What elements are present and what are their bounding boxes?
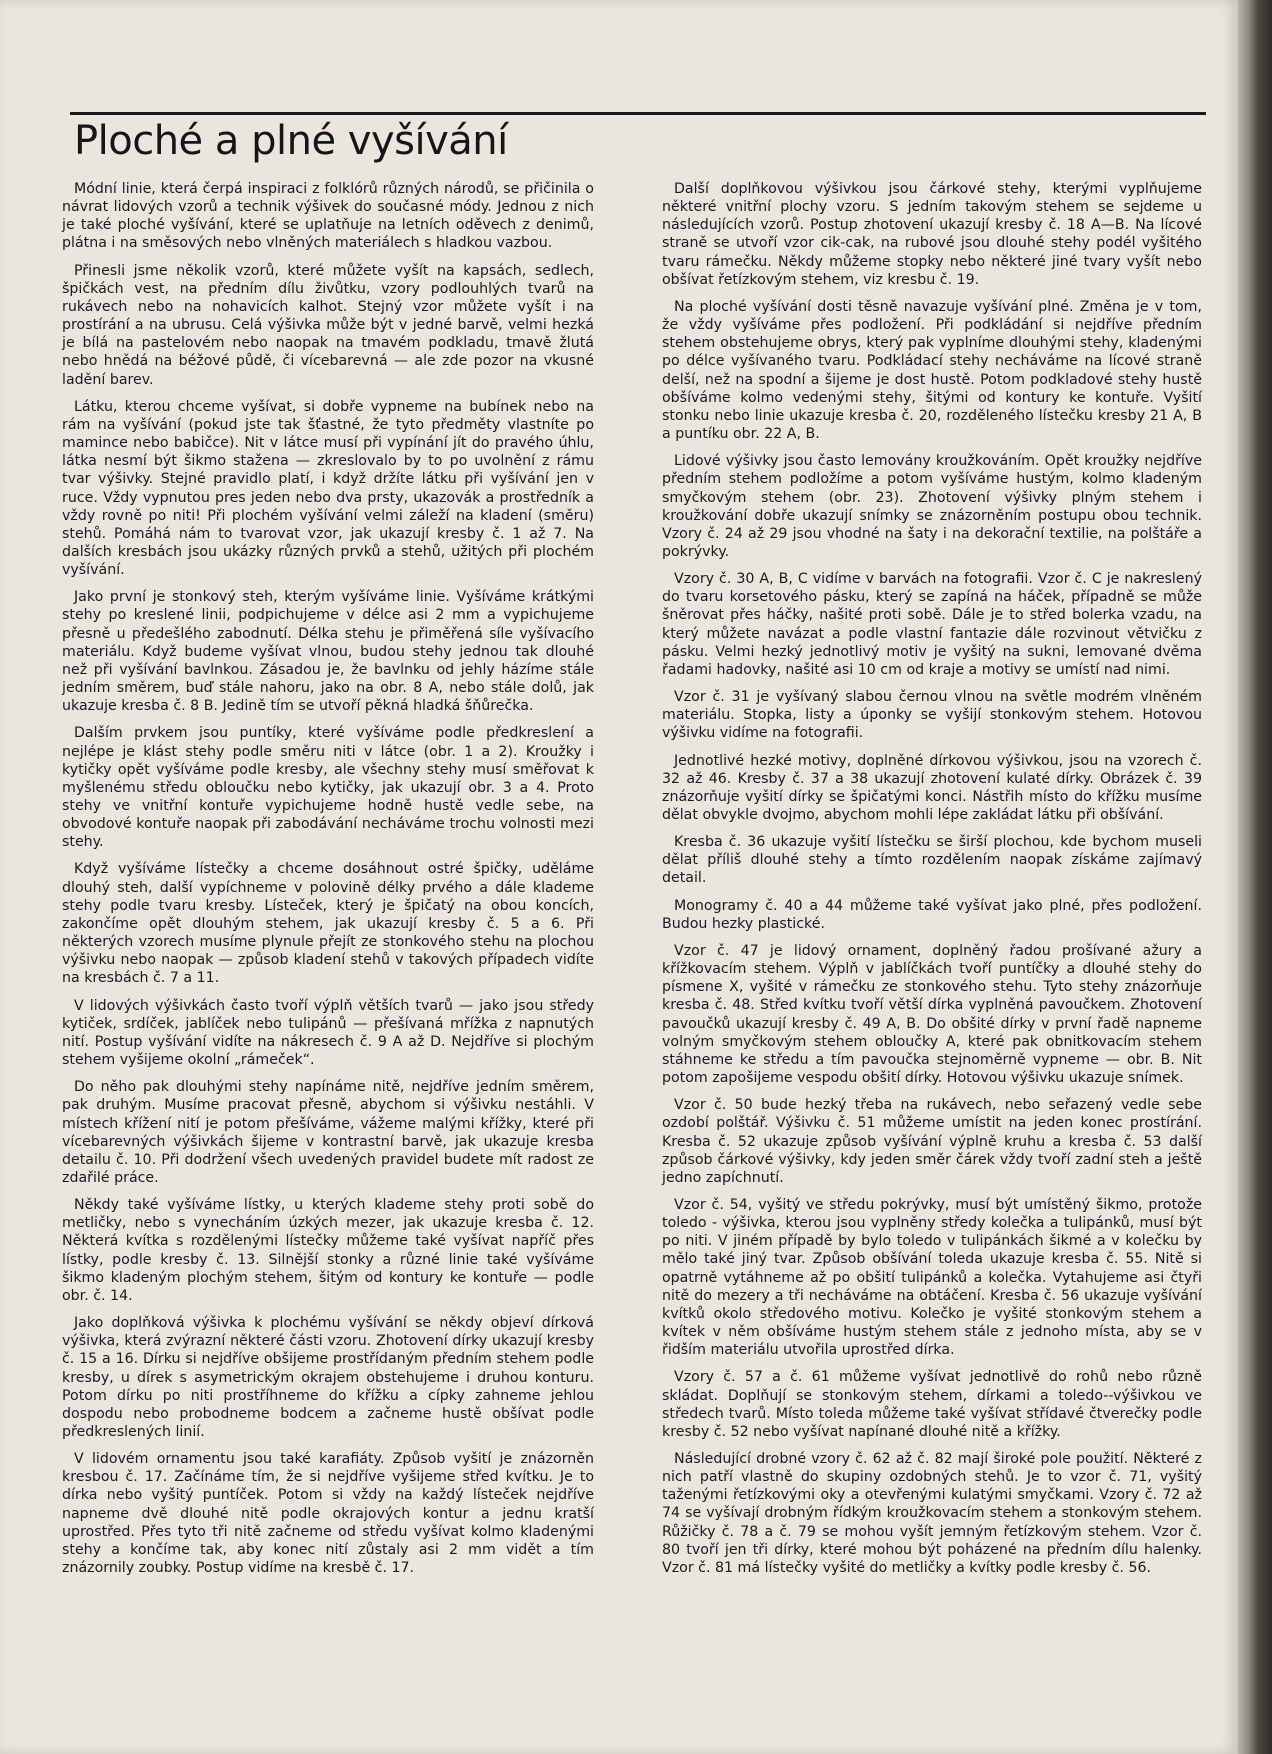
right-column	[662, 180, 1202, 1586]
paragraph: Vzor č. 54, vyšitý ve středu pokrývky, musí být umístěný šikmo, protože toledo - výšivka, kterou jsou vyplněny středy kolečka a tulipánků, musí být po niti. V jiném případě by bylo toledo v tulipánkách šikmé a v kolečku by mělo také jiný tvar. Způsob obšívání toleda ukazuje kresba č. 55. Nitě si opatrně vytáhneme až po obšití tulipánků a kolečka. Vytahujeme asi čtyři nitě do mezery a tři necháváme na obtáčení. Kresba č. 56 ukazuje vyšívání kvítků okolo středového motivu. Kolečko je vyšité stonkovým stehem a kvítek v něm obšíváme hustým stehem stále z jednoho místa, aby se v řidším materiálu utvořila uprostřed dírka.	[662, 1196, 1202, 1359]
paragraph: Další doplňkovou výšivkou jsou čárkové stehy, kterými vyplňujeme některé vnitřní plochy vzoru. S jedním takovým stehem se sejdeme u následujících vzorů. Postup zhotovení ukazují kresby č. 18 A—B. Na lícové straně se utvoří vzor cik-cak, na rubové jsou dlouhé stehy podél vyšitého tvaru rámečku. Někdy můžeme stopky nebo některé jiné tvary vyšít nebo obšívat řetízkovým stehem, viz kresbu č. 19.	[662, 181, 1202, 288]
paragraph: Monogramy č. 40 a 44 můžeme také vyšívat jako plné, přes podložení. Budou hezky plastické.	[662, 897, 1202, 932]
paragraph: Někdy také vyšíváme lístky, u kterých klademe stehy proti sobě do metličky, nebo s vynecháním úzkých mezer, jak ukazuje kresba č. 12. Některá kvítka s rozdělenými lístečky můžeme také vyšívat napříč přes lístky, podle kresby č. 13. Silnější stonky a různé linie také vyšíváme šikmo kladeným plochým stehem, šitým od kontury ke kontuře — podle obr. č. 14.	[62, 1197, 594, 1304]
article-title: Ploché a plné vyšívání	[74, 118, 508, 164]
paragraph: Vzory č. 57 a č. 61 můžeme vyšívat jednotlivě do rohů nebo různě skládat. Doplňují se stonkovým stehem, dírkami a toledo--výšivkou ve středech tvarů. Místo toleda můžeme také vyšívat střídavé čtverečky podle kresby č. 52 nebo vyšívat napínané dlouhé nitě a křížky.	[662, 1369, 1202, 1440]
paragraph: Následující drobné vzory č. 62 až č. 82 mají široké pole použití. Některé z nich patří vlastně do skupiny ozdobných stehů. Je to vzor č. 71, vyšitý taženými řetízkovými oky a otevřenými kulatými smyčkami. Vzory č. 72 až 74 se vyšívají drobným řídkým kroužkovacím stehem a stonkovým stehem. Růžičky č. 78 a č. 79 se mohou vyšít jemným řetízkovým stehem. Vzor č. 80 tvoří jen tři dírky, které mohou být poházené na předním dílu halenky. Vzor č. 81 má lístečky vyšité do metličky a kvítky podle kresby č. 56.	[662, 1451, 1202, 1576]
paragraph: V lidovém ornamentu jsou také karafiáty. Způsob vyšití je znázorněn kresbou č. 17. Začínáme tím, že si nejdříve vyšijeme střed kvítku. Je to dírka nebo vyšitý puntíček. Potom si vždy na každý lísteček nejdříve napneme dvě dlouhé nitě podle okrajových kontur a jednu kratší uprostřed. Přes tyto tři nitě začneme od středu vyšívat kolmo kladenými stehy a končíme tak, aby konec nití zůstaly asi 2 mm vidět a tím znázornily zoubky. Postup vidíme na kresbě č. 17.	[62, 1451, 594, 1577]
paragraph: Módní linie, která čerpá inspiraci z folklórů různých národů, se přičinila o návrat lidových vzorů a technik výšivek do současné módy. Jednou z nich je také ploché vyšívání, které se uplatňuje na letních oděvech z denimů, plátna i na směsových nebo vlněných materiálech s hladkou vazbou.	[62, 181, 594, 252]
left-column	[62, 180, 594, 1586]
paragraph: Přinesli jsme několik vzorů, které můžete vyšít na kapsách, sedlech, špičkách vest, na předním dílu živůtku, vzory podlouhlých tvarů na rukávech nebo na nohavicích kalhot. Stejný vzor můžete vyšít i na prostírání a na ubrusu. Celá výšivka může být v jedné barvě, velmi hezká je bílá na pastelovém nebo naopak na tmavém podkladu, tmavě žlutá nebo hnědá na béžové půdě, či vícebarevná — ale zde pozor na vkusné ladění barev.	[62, 262, 594, 388]
page-edge-stack	[1238, 0, 1272, 1754]
paragraph: Když vyšíváme lístečky a chceme dosáhnout ostré špičky, uděláme dlouhý steh, další vypíchneme v polovině délky prvého a dále klademe stehy podle tvaru kresby. Lísteček, který je špičatý na obou koncích, zakončíme opět dlouhým stehem, jak ukazují kresby č. 5 a 6. Při některých vzorech musíme plynule přejít ze stonkového stehu na plochou výšivku nebo naopak — způsob kladení stehů v takových případech vidíte na kresbách č. 7 a 11.	[62, 861, 594, 987]
paragraph: Vzor č. 31 je vyšívaný slabou černou vlnou na světle modrém vlněném materiálu. Stopka, listy a úponky se vyšijí stonkovým stehem. Hotovou výšivku vidíme na fotografii.	[662, 689, 1202, 742]
paragraph: Látku, kterou chceme vyšívat, si dobře vypneme na bubínek nebo na rám na vyšívání (pokud jste tak šťastné, že tyto předměty vlastníte po mamince nebo babičce). Nit v látce musí při vypínání jít do pravého úhlu, látka nesmí být šikmo stažena — zkreslovalo by to po uvolnění z rámu tvar výšivky. Stejné pravidlo platí, i když držíte látku při vyšívání jen v ruce. Vždy vypnutou pres jeden nebo dva prsty, ukazovák a prostředník a vždy rovně po niti! Při plochém vyšívání velmi záleží na kladení (směru) stehů. Pomáhá nám to tvarovat vzor, jak ukazují kresby č. 1 až 7. Na dalších kresbách jsou ukázky různých prvků a stehů, užitých při plochém vyšívání.	[62, 398, 594, 579]
paragraph: Dalším prvkem jsou puntíky, které vyšíváme podle předkreslení a nejlépe je klást stehy podle směru niti v látce (obr. 1 a 2). Kroužky i kytičky opět vyšíváme podle kresby, ale všechny stehy musí směřovat k myšlenému středu obloučku nebo kytičky, jak ukazují obr. 3 a 4. Proto stehy ve vnitřní kontuře vypichujeme hodně hustě vedle sebe, na obvodové kontuře naopak při zabodávání necháváme trochu volnosti mezi stehy.	[62, 725, 594, 851]
paragraph: Vzor č. 47 je lidový ornament, doplněný řadou prošívané ažury a křížkovacím stehem. Výplň v jablíčkách tvoří puntíčky a dlouhé stehy do písmene X, vyšité v rámečku ze stonkového stehu. Tyto stehy znázorňuje kresba č. 48. Střed kvítku tvoří větší dírka vyplněná pavoučkem. Zhotovení pavoučků ukazují kresby č. 49 A, B. Do obšité dírky v první řadě napneme volným smyčkovým stehem obloučky A, které pak obnitkovacím stehem stáhneme ke středu a tím pavoučka stejnoměrně vypneme — obr. B. Nit potom zapošijeme vespodu obšití dírky. Hotovou výšivku ukazuje snímek.	[662, 942, 1202, 1087]
paragraph: Vzor č. 50 bude hezký třeba na rukávech, nebo seřazený vedle sebe ozdobí polštář. Výšivku č. 51 můžeme umístit na jeden konec prostírání. Kresba č. 52 ukazuje způsob vyšívání výplně kruhu a kresba č. 53 další způsob čárkové výšivky, kdy jeden směr čárek vždy tvoří zadní steh a ještě jedno zapíchnutí.	[662, 1097, 1202, 1186]
paragraph: Jako doplňková výšivka k plochému vyšívání se někdy objeví dírková výšivka, která zvýrazní některé části vzoru. Zhotovení dírky ukazují kresby č. 15 a 16. Dírku si nejdříve obšijeme prostřídaným předním stehem podle kresby, u dírek s asymetrickým okrajem obstehujeme i druhou konturu. Potom dírku po niti prostříhneme do křížku a cípky zahneme jehlou dospodu nebo probodneme bodcem a začneme hustě obšívat podle předkreslených linií.	[62, 1315, 594, 1440]
paragraph: Jednotlivé hezké motivy, doplněné dírkovou výšivkou, jsou na vzorech č. 32 až 46. Kresby č. 37 a 38 ukazují zhotovení kulaté dírky. Obrázek č. 39 znázorňuje vyšití dírky se špičatými konci. Nástřih místo do křížku musíme dělat obvykle dvojmo, abychom mohli lépe zakládat látku při obšívání.	[662, 752, 1202, 823]
paragraph: Na ploché vyšívání dosti těsně navazuje vyšívání plné. Změna je v tom, že vždy vyšíváme přes podložení. Při podkládání si nejdříve předním stehem obstehujeme obrys, který pak vyplníme dlouhými stehy, kladenými po délce vyšívaného tvaru. Podkládací stehy necháváme na lícové straně delší, než na spodní a šijeme je dost hustě. Potom podkladové stehy hustě obšíváme kolmo vedenými stehy, šitými od kontury ke kontuře. Vyšití stonku nebo linie ukazuje kresba č. 20, rozděleného lístečku kresby 21 A, B a puntíku obr. 22 A, B.	[662, 298, 1202, 443]
paragraph: Do něho pak dlouhými stehy napínáme nitě, nejdříve jedním směrem, pak druhým. Musíme pracovat přesně, abychom si výšivku nestáhli. V místech křížení nití je potom přešíváme, vážeme malými křížky, které při vícebarevných výšivkách šijeme v kontrastní barvě, jak ukazuje kresba detailu č. 10. Při dodržení všech uvedených pravidel budete mít radost ze zdařilé práce.	[62, 1079, 594, 1186]
title-rule	[70, 112, 1206, 115]
paragraph: Vzory č. 30 A, B, C vidíme v barvách na fotografii. Vzor č. C je nakreslený do tvaru korsetového pásku, který se zapíná na háček, případně se může šněrovat přes háčky, našité proti sobě. Dále je to střed bolerka vzadu, na který můžete navázat a podle vlastní fantazie dále rozvinout větvičku z pásku. Velmi hezký jednotlivý motiv je vyšitý na sukni, lemované dvěma řadami hadovky, našité asi 10 cm od kraje a motivy se umístí nad nimi.	[662, 571, 1202, 678]
paragraph: Jako první je stonkový steh, kterým vyšíváme linie. Vyšíváme krátkými stehy po kreslené linii, podpichujeme v délce asi 2 mm a vypichujeme přesně u předešlého zabodnutí. Délka stehu je přiměřená síle vyšívacího materiálu. Když budeme vyšívat vlnou, budou stehy jednou tak dlouhé než při vyšívání bavlnkou. Zásadou je, že bavlnku od jehly házíme stále jedním směrem, buď stále nahoru, jako na obr. 8 A, nebo stále dolů, jak ukazuje kresba č. 8 B. Jedině tím se utvoří pěkná hladká šňůrečka.	[62, 589, 594, 715]
paragraph: Lidové výšivky jsou často lemovány kroužkováním. Opět kroužky nejdříve předním stehem podložíme a potom vyšíváme hustým, kolmo kladeným smyčkovým stehem (obr. 23). Zhotovení výšivky plným stehem i kroužkování dobře ukazují snímky se znázorněním postupu obou technik. Vzory č. 24 až 29 jsou vhodné na šaty i na dekorační textilie, na polštáře a pokrývky.	[662, 453, 1202, 560]
paragraph: Kresba č. 36 ukazuje vyšití lístečku se širší plochou, kde bychom museli dělat příliš dlouhé stehy a tímto rozdělením naopak získáme zajímavý detail.	[662, 834, 1202, 887]
paragraph: V lidových výšivkách často tvoří výplň větších tvarů — jako jsou středy kytiček, srdíček, jablíček nebo tulipánů — přešívaná mřížka z napnutých nití. Postup vyšívání vidíte na nákresech č. 9 A až D. Nejdříve si plochým stehem vyšijeme okolní „rámeček“.	[62, 997, 594, 1069]
